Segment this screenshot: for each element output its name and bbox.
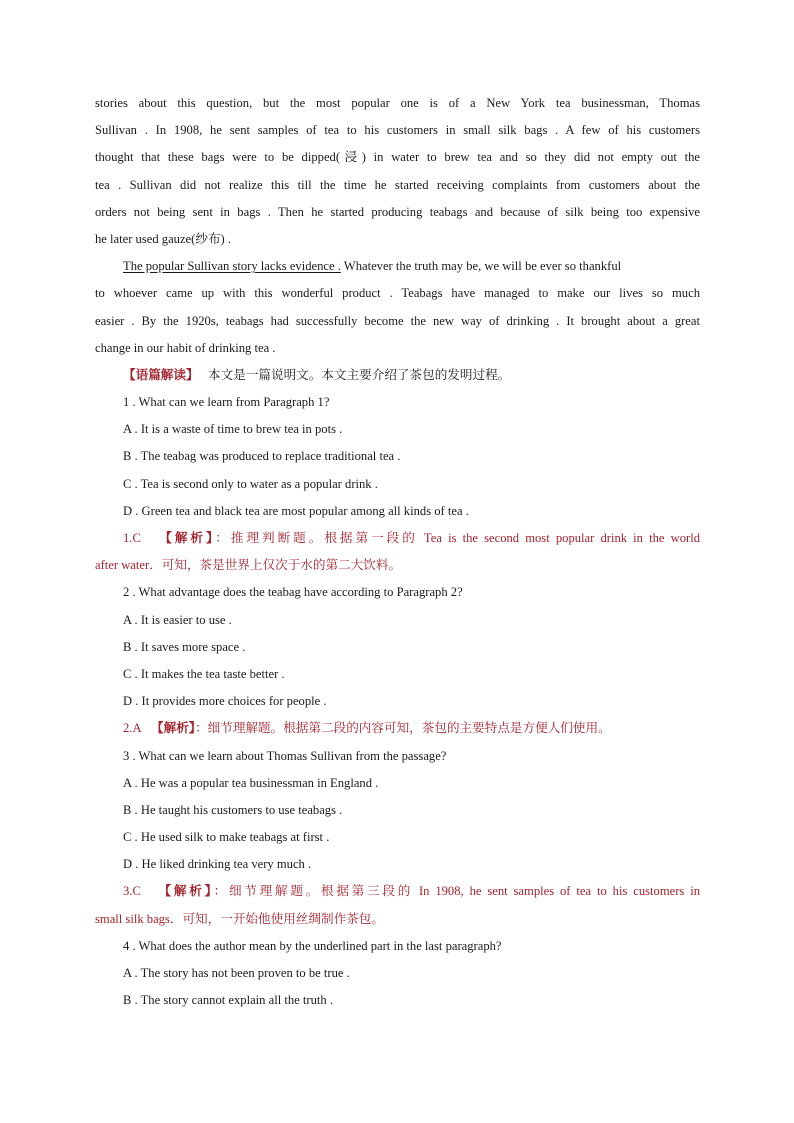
answer-explanation-cont: small silk bags．可知，一开始他使用丝绸制作茶包。	[95, 911, 384, 926]
passage-line: he later used gauze(纱布) .	[95, 231, 232, 246]
option-a: A . The story has not been proven to be true .	[123, 966, 350, 980]
answer-key: 2.A	[123, 721, 142, 736]
question-stem: 1 . What can we learn from Paragraph 1?	[123, 395, 330, 410]
explanation-text: ：细节理解题。根据第二段的内容可知，茶包的主要特点是方便人们使用。	[195, 721, 611, 736]
option-c: C . It makes the tea taste better .	[123, 666, 285, 681]
answer-explanation	[95, 878, 700, 905]
text-analysis	[95, 362, 700, 389]
passage-line: to whoever came up with this wonderful product . Teabags have managed to make our lives so much	[95, 286, 700, 301]
option-d: D . Green tea and black tea are most popular among all kinds of tea .	[123, 503, 469, 518]
passage-line: thought that these bags were to be dipped(浸) in water to brew tea and so they did not empty out the	[95, 150, 700, 165]
passage-line: stories about this question, but the most popular one is of a New York tea businessman, Thomas	[95, 96, 700, 110]
option-b: B . He taught his customers to use teabags .	[123, 802, 343, 817]
answer-key: 1.C	[123, 531, 141, 545]
explanation-label: 【解析】	[151, 721, 196, 736]
passage-line: tea . Sullivan did not realize this till the time he started receiving complaints from customers about the	[95, 177, 700, 192]
explanation-label: 【解析】	[158, 884, 214, 899]
analysis-text: 本文是一篇说明文。本文主要介绍了茶包的发明过程。	[208, 367, 511, 382]
explanation-text: ：推理判断题。根据第一段的 Tea is the second most popular drink in the world	[215, 531, 700, 545]
option-d: D . He liked drinking tea very much .	[123, 857, 312, 872]
passage-text: Whatever the truth may be, we will be ever so thankful	[340, 259, 622, 274]
answer-explanation	[95, 525, 700, 552]
answer-explanation-cont: after water．可知，茶是世界上仅次于水的第二大饮料。	[95, 558, 402, 573]
option-c: C . He used silk to make teabags at first .	[123, 830, 330, 845]
option-c: C . Tea is second only to water as a popular drink .	[123, 476, 378, 491]
option-a: A . It is easier to use .	[123, 612, 232, 627]
option-a: A . It is a waste of time to brew tea in pots .	[123, 422, 343, 437]
passage-line: easier . By the 1920s, teabags had successfully become the new way of drinking . It brought about a great	[95, 313, 700, 328]
underlined-sentence: The popular Sullivan story lacks evidence .	[123, 259, 341, 274]
option-b: B . The teabag was produced to replace traditional tea .	[123, 449, 401, 464]
question-stem: 4 . What does the author mean by the underlined part in the last paragraph?	[123, 938, 502, 953]
passage-line: Sullivan . In 1908, he sent samples of tea to his customers in small silk bags . A few of his customers	[95, 123, 700, 138]
passage-line	[95, 253, 700, 280]
passage-line: change in our habit of drinking tea .	[95, 340, 276, 355]
option-b: B . It saves more space .	[123, 639, 246, 654]
explanation-text: ：细节理解题。根据第三段的 In 1908, he sent samples of tea to his customers in	[213, 884, 700, 899]
explanation-label: 【解析】	[159, 531, 216, 545]
option-b: B . The story cannot explain all the truth .	[123, 993, 333, 1008]
option-a: A . He was a popular tea businessman in England .	[123, 775, 379, 790]
analysis-label: 【语篇解读】	[123, 367, 199, 382]
question-stem: 2 . What advantage does the teabag have according to Paragraph 2?	[123, 585, 463, 600]
passage-line: orders not being sent in bags . Then he started producing teabags and because of silk being too expensive	[95, 204, 700, 219]
question-stem: 3 . What can we learn about Thomas Sullivan from the passage?	[123, 748, 447, 763]
answer-explanation	[95, 715, 700, 742]
document-page	[95, 90, 700, 1014]
option-d: D . It provides more choices for people .	[123, 694, 327, 709]
answer-key: 3.C	[123, 884, 141, 899]
